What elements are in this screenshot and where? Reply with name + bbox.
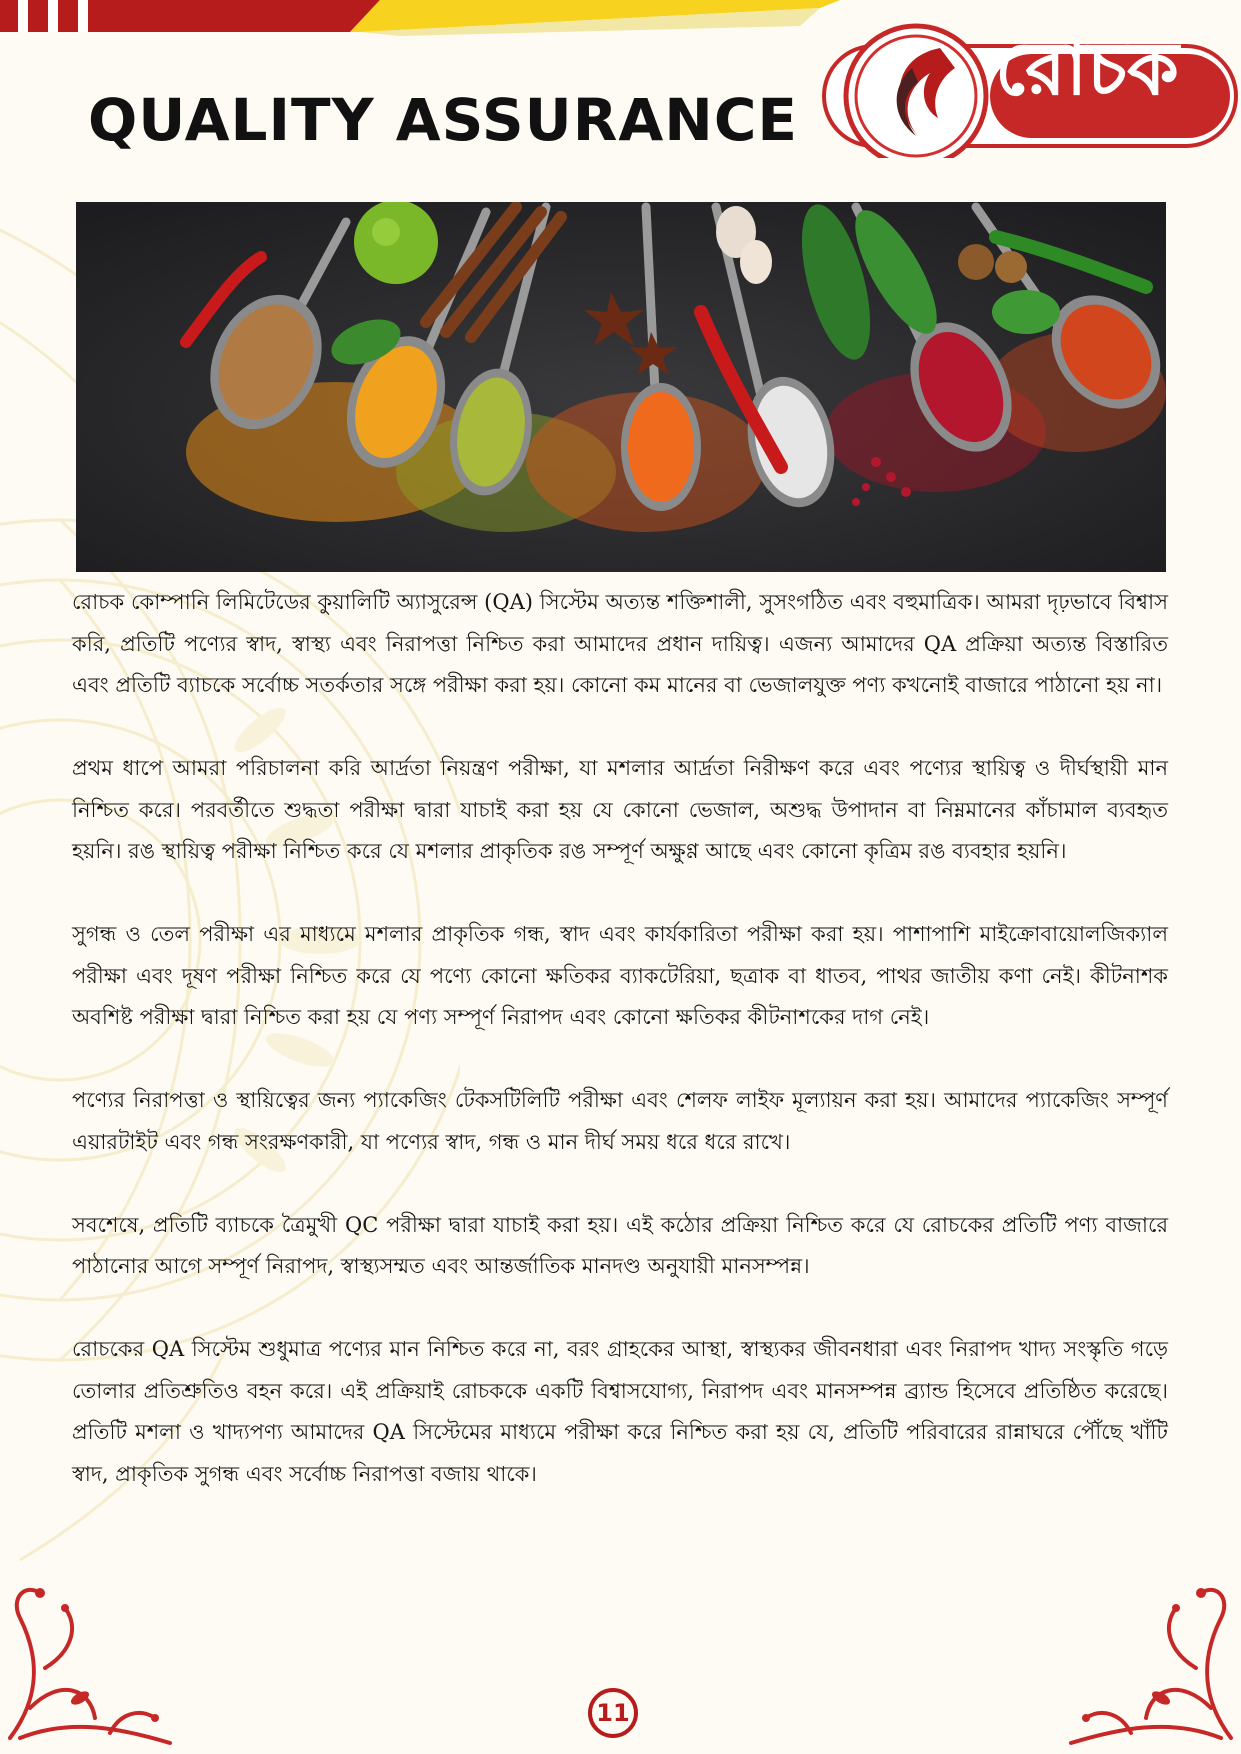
corner-ornament-left (0, 1548, 190, 1748)
spices-banner-image (76, 202, 1166, 572)
corner-ornament-right (1051, 1548, 1241, 1748)
paragraph-conclusion: রোচকের QA সিস্টেম শুধুমাত্র পণ্যের মান নিশ্চিত করে না, বরং গ্রাহকের আস্থা, স্বাস্থ্যকর জীবনধারা এবং নিরাপদ খাদ্য সংস্কৃতি গড়ে তোলার প্রতিশ্রুতিও বহন করে। এই প্রক্রিয়াই রোচককে একটি বিশ্বাসযোগ্য, নিরাপদ এবং মানসম্পন্ন ব্র্যান্ড হিসেবে প্রতিষ্ঠিত করেছে। প্রতিটি মশলা ও খাদ্যপণ্য আমাদের QA সিস্টেমের মাধ্যমে পরীক্ষা করে নিশ্চিত করা হয় যে, প্রতিটি পরিবারের রান্নাঘরে পৌঁছে খাঁটি স্বাদ, প্রাকৃতিক সুগন্ধ এবং সর্বোচ্চ নিরাপত্তা বজায় থাকে। (72, 1337, 1168, 1486)
logo-text: রোচক (995, 26, 1179, 112)
page-title: QUALITY ASSURANCE (88, 86, 798, 154)
paragraph-qc: সবশেষে, প্রতিটি ব্যাচকে ত্রৈমুখী QC পরীক্ষা দ্বারা যাচাই করা হয়। এই কঠোর প্রক্রিয়া নিশ্চিত করে যে রোচকের প্রতিটি পণ্য বাজারে পাঠানোর আগে সম্পূর্ণ নিরাপদ, স্বাস্থ্যসম্মত এবং আন্তর্জাতিক মানদণ্ড অনুযায়ী মানসম্পন্ন। (72, 1212, 1168, 1278)
page-number: 11 (588, 1688, 638, 1738)
body-content (72, 582, 1168, 1537)
paragraph-aroma-micro: সুগন্ধ ও তেল পরীক্ষা এর মাধ্যমে মশলার প্রাকৃতিক গন্ধ, স্বাদ এবং কার্যকারিতা পরীক্ষা করা হয়। পাশাপাশি মাইক্রোবায়োলজিক্যাল পরীক্ষা এবং দূষণ পরীক্ষা নিশ্চিত করে যে পণ্যে কোনো ক্ষতিকর ব্যাকটেরিয়া, ছত্রাক বা ধাতব, পাথর জাতীয় কণা নেই। কীটনাশক অবশিষ্ট পরীক্ষা দ্বারা নিশ্চিত করা হয় যে পণ্য সম্পূর্ণ নিরাপদ এবং কোনো ক্ষতিকর কীটনাশকের দাগ নেই। (72, 922, 1168, 1029)
paragraph-packaging: পণ্যের নিরাপত্তা ও স্থায়িত্বের জন্য প্যাকেজিং টেকসটিলিটি পরীক্ষা এবং শেলফ লাইফ মূল্যায়ন করা হয়। আমাদের প্যাকেজিং সম্পূর্ণ এয়ারটাইট এবং গন্ধ সংরক্ষণকারী, যা পণ্যের স্বাদ, গন্ধ ও মান দীর্ঘ সময় ধরে ধরে রাখে। (72, 1088, 1168, 1154)
paragraph-intro: রোচক কোম্পানি লিমিটেডের কুয়ালিটি অ্যাসুরেন্স (QA) সিস্টেম অত্যন্ত শক্তিশালী, সুসংগঠিত এবং বহুমাত্রিক। আমরা দৃঢ়ভাবে বিশ্বাস করি, প্রতিটি পণ্যের স্বাদ, স্বাস্থ্য এবং নিরাপত্তা নিশ্চিত করা আমাদের প্রধান দায়িত্ব। এজন্য আমাদের QA প্রক্রিয়া অত্যন্ত বিস্তারিত এবং প্রতিটি ব্যাচকে সর্বোচ্চ সতর্কতার সঙ্গে পরীক্ষা করা হয়। কোনো কম মানের বা ভেজালযুক্ত পণ্য কখনোই বাজারে পাঠানো হয় না। (72, 590, 1168, 697)
paragraph-moisture-purity: প্রথম ধাপে আমরা পরিচালনা করি আর্দ্রতা নিয়ন্ত্রণ পরীক্ষা, যা মশলার আর্দ্রতা নিরীক্ষণ করে এবং পণ্যের স্থায়িত্ব ও দীর্ঘস্থায়ী মান নিশ্চিত করে। পরবর্তীতে শুদ্ধতা পরীক্ষা দ্বারা যাচাই করা হয় যে কোনো ভেজাল, অশুদ্ধ উপাদান বা নিম্নমানের কাঁচামাল ব্যবহৃত হয়নি। রঙ স্থায়িত্ব পরীক্ষা নিশ্চিত করে যে মশলার প্রাকৃতিক রঙ সম্পূর্ণ অক্ষুণ্ণ আছে এবং কোনো কৃত্রিম রঙ ব্যবহার হয়নি। (72, 756, 1168, 863)
